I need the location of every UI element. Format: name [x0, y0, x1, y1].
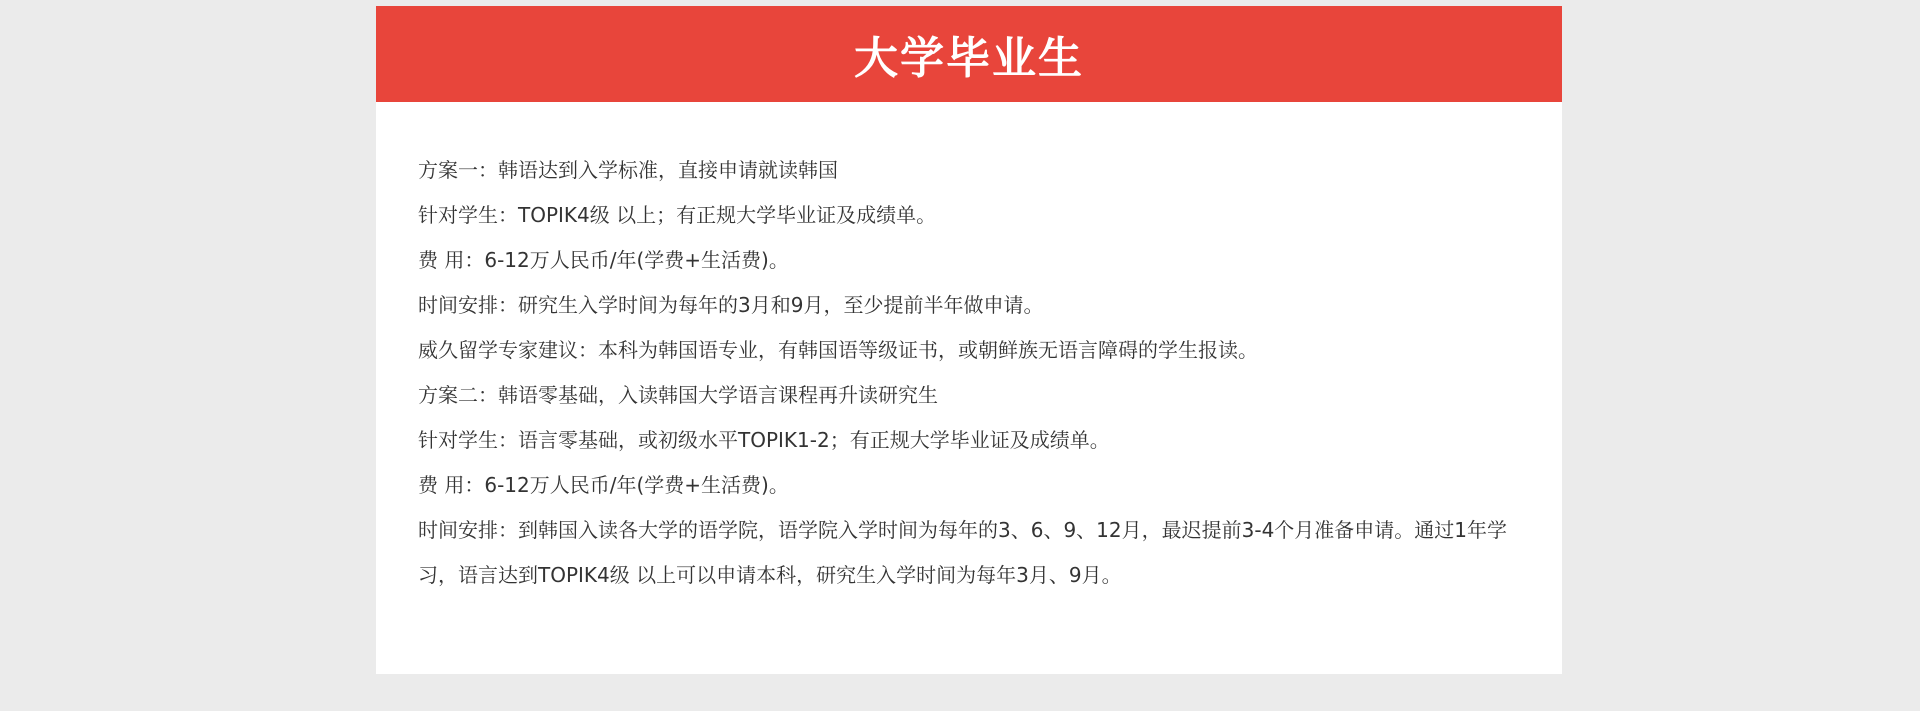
plan1-cost: 费 用：6-12万人民币/年(学费+生活费)。: [418, 248, 789, 272]
article-body: [418, 148, 1528, 598]
plan1-heading: 方案一：韩语达到入学标准，直接申请就读韩国: [418, 158, 838, 182]
plan1-schedule: 时间安排：研究生入学时间为每年的3月和9月，至少提前半年做申请。: [418, 293, 1044, 317]
expert-advice: 威久留学专家建议：本科为韩国语专业，有韩国语等级证书，或朝鲜族无语言障碍的学生报读。: [418, 338, 1258, 362]
plan2-target-students: 针对学生：语言零基础，或初级水平TOPIK1-2；有正规大学毕业证及成绩单。: [418, 428, 1110, 452]
plan1-target-students: 针对学生：TOPIK4级 以上；有正规大学毕业证及成绩单。: [418, 203, 937, 227]
page-title: 大学毕业生: [854, 33, 1084, 84]
plan2-schedule: 时间安排：到韩国入读各大学的语学院，语学院入学时间为每年的3、6、9、12月，最迟提前3-4个月准备申请。通过1年学习，语言达到TOPIK4级 以上可以申请本科，研究生入学时间为每年3月、9月。: [418, 518, 1508, 587]
plan2-cost: 费 用：6-12万人民币/年(学费+生活费)。: [418, 473, 789, 497]
plan2-heading: 方案二：韩语零基础，入读韩国大学语言课程再升读研究生: [418, 383, 938, 407]
header-banner: [376, 6, 1562, 102]
content-card: [376, 6, 1562, 674]
